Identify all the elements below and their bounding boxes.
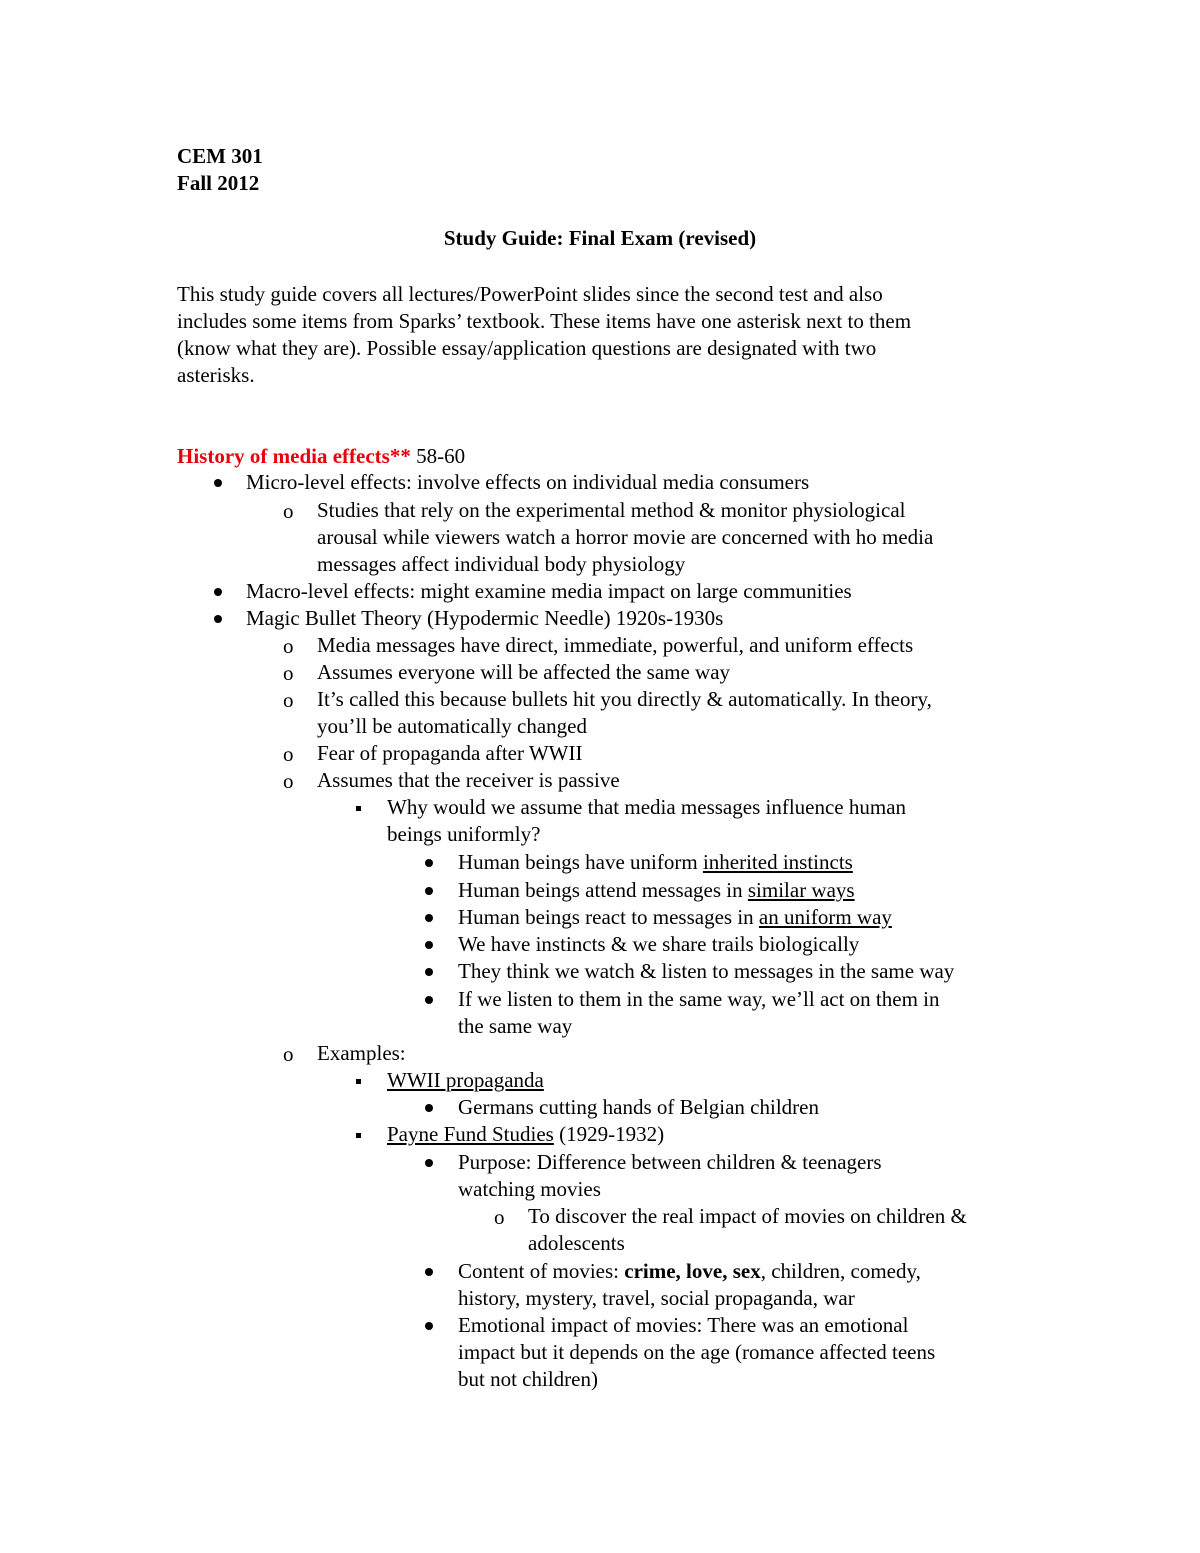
bullet-dot-icon	[425, 1159, 433, 1167]
section-pages: 58-60	[410, 444, 466, 468]
intro-line-3: (know what they are). Possible essay/application questions are designated with two	[177, 336, 877, 360]
purpose-line-1: Purpose: Difference between children & teenagers	[458, 1150, 882, 1174]
micro-level-item: Micro-level effects: involve effects on individual media consumers	[246, 470, 810, 494]
content-movies-rest: , children, comedy,	[760, 1259, 921, 1283]
uniform-attend	[458, 877, 855, 904]
bullet-dot-icon	[425, 968, 433, 976]
why-line-1: Why would we assume that media messages influence human	[387, 795, 907, 819]
magic-sub-fear: Fear of propaganda after WWII	[317, 741, 583, 765]
uniform-attend-underlined: similar ways	[747, 878, 855, 902]
payne-fund-item	[387, 1121, 664, 1148]
content-movies-line-1	[458, 1258, 921, 1285]
circle-bullet-icon: o	[283, 634, 294, 658]
magic-sub-everyone: Assumes everyone will be affected the same way	[317, 660, 731, 684]
section-heading	[177, 443, 465, 470]
intro-line-4: asterisks.	[177, 363, 255, 387]
bullet-dot-icon	[425, 1104, 433, 1112]
circle-bullet-icon: o	[283, 661, 294, 685]
payne-fund-title: Payne Fund Studies	[387, 1122, 554, 1146]
content-movies-line-2: history, mystery, travel, social propaganda, war	[458, 1286, 855, 1310]
content-movies-label: Content of movies:	[458, 1259, 625, 1283]
bullet-dot-icon	[425, 941, 433, 949]
circle-bullet-icon: o	[494, 1205, 505, 1229]
uniform-instincts	[458, 849, 853, 876]
content-movies-bold: crime, love, sex	[624, 1259, 761, 1283]
discover-line-2: adolescents	[528, 1231, 625, 1255]
emotional-line-3: but not children)	[458, 1367, 598, 1391]
uniform-act-1: If we listen to them in the same way, we’ll act on them in	[458, 987, 940, 1011]
uniform-watch: They think we watch & listen to messages in the same way	[458, 959, 955, 983]
uniform-react-underlined: an uniform way	[758, 905, 892, 929]
emotional-line-1: Emotional impact of movies: There was an emotional	[458, 1313, 909, 1337]
magic-sub-called-2: you’ll be automatically changed	[317, 714, 587, 738]
bullet-dot-icon	[425, 914, 433, 922]
circle-bullet-icon: o	[283, 1042, 294, 1066]
uniform-instincts-text: Human beings have uniform	[458, 850, 703, 874]
bullet-dot-icon	[425, 1322, 433, 1330]
purpose-line-2: watching movies	[458, 1177, 601, 1201]
uniform-react-text: Human beings react to messages in	[458, 905, 759, 929]
circle-bullet-icon: o	[283, 769, 294, 793]
bullet-dot-icon	[214, 615, 222, 623]
uniform-act-2: the same way	[458, 1014, 573, 1038]
bullet-dot-icon	[425, 887, 433, 895]
magic-bullet-item: Magic Bullet Theory (Hypodermic Needle) 1920s-1930s	[246, 606, 724, 630]
discover-line-1: To discover the real impact of movies on children &	[528, 1204, 967, 1228]
bullet-dot-icon	[425, 859, 433, 867]
macro-level-item: Macro-level effects: might examine media impact on large communities	[246, 579, 852, 603]
bullet-dot-icon	[214, 479, 222, 487]
uniform-react	[458, 904, 892, 931]
document-title: Study Guide: Final Exam (revised)	[443, 226, 757, 250]
uniform-instincts-underlined: inherited instincts	[702, 850, 853, 874]
magic-sub-direct: Media messages have direct, immediate, powerful, and uniform effects	[317, 633, 914, 657]
why-line-2: beings uniformly?	[387, 822, 541, 846]
circle-bullet-icon: o	[283, 688, 294, 712]
square-bullet-icon	[356, 1079, 361, 1084]
magic-sub-called-1: It’s called this because bullets hit you directly & automatically. In theory,	[317, 687, 932, 711]
micro-sub-line-2: arousal while viewers watch a horror movie are concerned with ho media	[317, 525, 934, 549]
uniform-attend-text: Human beings attend messages in	[458, 878, 748, 902]
magic-sub-passive: Assumes that the receiver is passive	[317, 768, 620, 792]
uniform-trails: We have instincts & we share trails biologically	[458, 932, 860, 956]
examples-label: Examples:	[317, 1041, 406, 1065]
payne-fund-years: (1929-1932)	[553, 1122, 665, 1146]
circle-bullet-icon: o	[283, 499, 294, 523]
germans-item: Germans cutting hands of Belgian children	[458, 1095, 819, 1119]
emotional-line-2: impact but it depends on the age (romance affected teens	[458, 1340, 936, 1364]
intro-line-2: includes some items from Sparks’ textbook. These items have one asterisk next to them	[177, 309, 912, 333]
bullet-dot-icon	[214, 588, 222, 596]
intro-line-1: This study guide covers all lectures/PowerPoint slides since the second test and also	[177, 282, 883, 306]
circle-bullet-icon: o	[283, 742, 294, 766]
micro-sub-line-3: messages affect individual body physiology	[317, 552, 686, 576]
bullet-dot-icon	[425, 996, 433, 1004]
term: Fall 2012	[177, 171, 260, 195]
square-bullet-icon	[356, 1133, 361, 1138]
section-title: History of media effects**	[177, 444, 411, 468]
square-bullet-icon	[356, 806, 361, 811]
wwii-propaganda: WWII propaganda	[387, 1068, 544, 1092]
course-code: CEM 301	[177, 144, 263, 168]
bullet-dot-icon	[425, 1268, 433, 1276]
micro-sub-line-1: Studies that rely on the experimental method & monitor physiological	[317, 498, 906, 522]
